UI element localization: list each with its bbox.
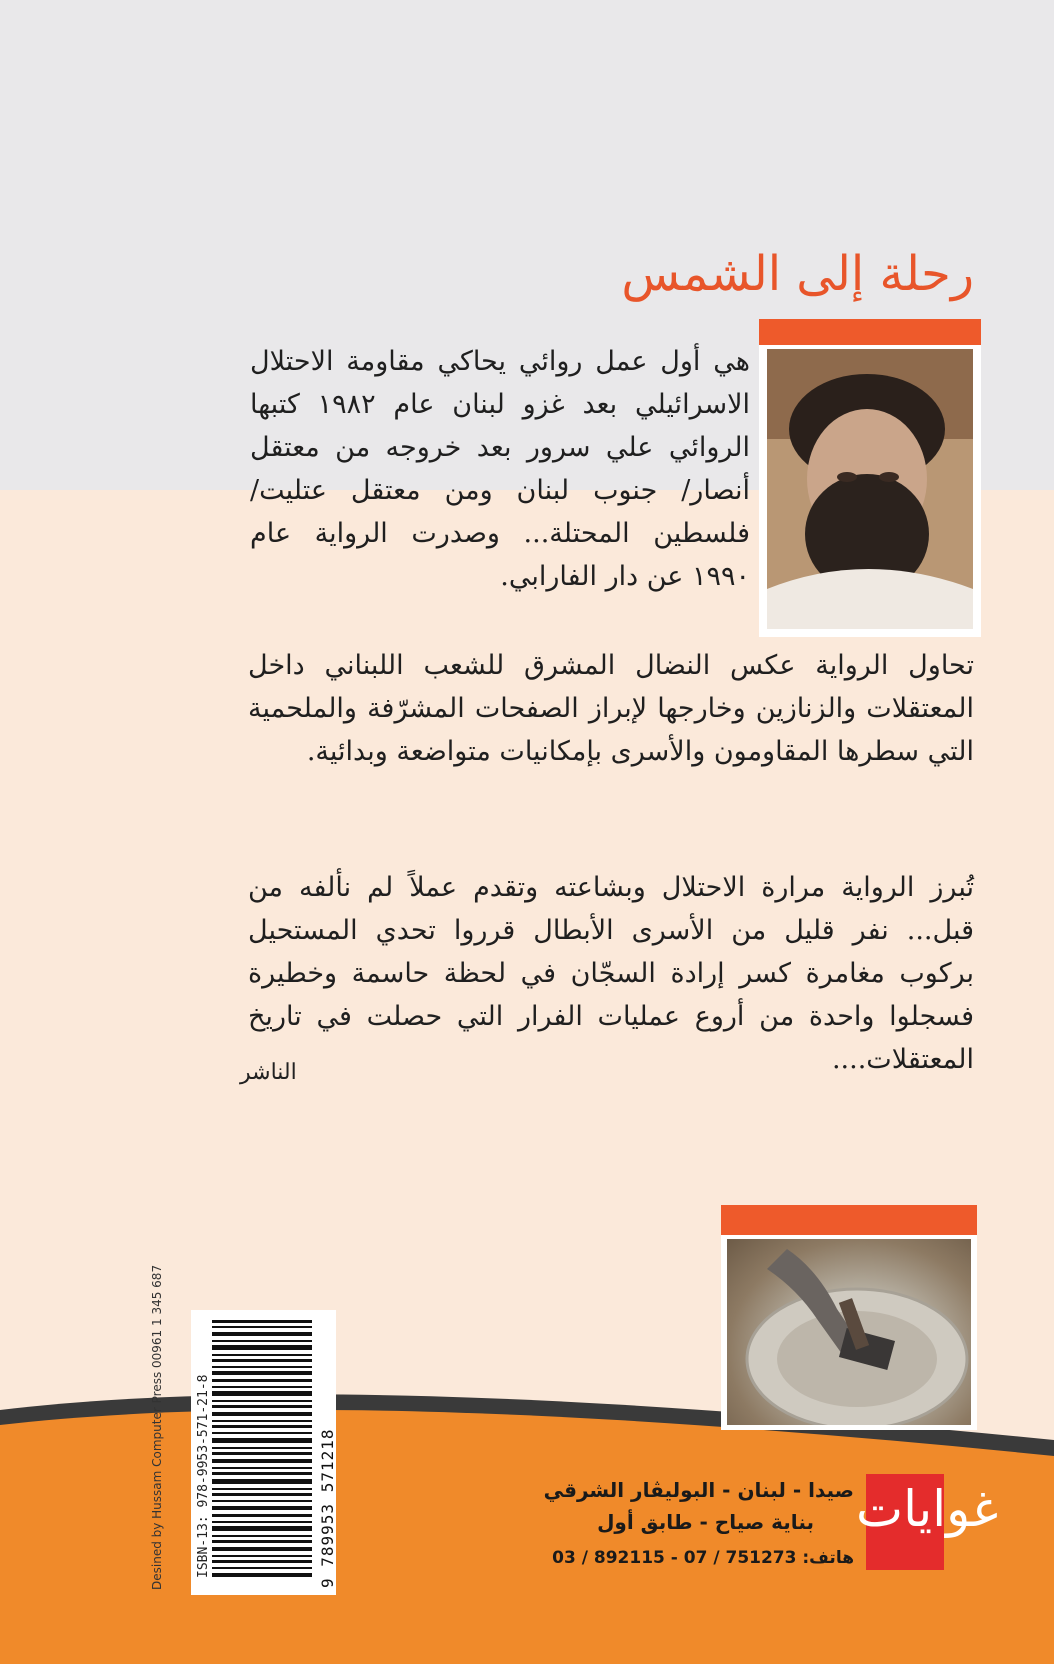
author-photo-frame bbox=[759, 319, 981, 637]
designer-credit: Desined by Hussam Computer Press 00961 1 345 687 bbox=[150, 1264, 164, 1590]
publisher-signature: الناشر bbox=[240, 1060, 297, 1085]
author-photo bbox=[767, 349, 973, 629]
paragraph-intro: هي أول عمل روائي يحاكي مقاومة الاحتلال الاسرائيلي بعد غزو لبنان عام ١٩٨٢ كتبها الروائي علي سرور بعد خروجه من معتقل أنصار/ جنوب لبنان ومن معتقل عتليت/ فلسطين المحتلة... وصدرت الرواية عام ١٩٩٠ عن دار الفارابي. bbox=[250, 346, 750, 592]
paragraph-struggle: تحاول الرواية عكس النضال المشرق للشعب اللبناني داخل المعتقلات والزنازين وخارجها لإبراز الصفحات المشرّفة والملحمية التي سطرها المقاومون والأسرى بإمكانيات متواضعة وبدائية. bbox=[248, 650, 974, 767]
barcode-number: 9 789953 571218 bbox=[318, 1428, 337, 1588]
hammer-image-frame bbox=[721, 1205, 977, 1430]
hammer-plate-image bbox=[727, 1239, 971, 1425]
phone-line: هاتف: 751273 / 07 - 892115 / 03 bbox=[552, 1548, 854, 1568]
address-line-2: بناية صياح - طابق أول bbox=[597, 1510, 814, 1534]
isbn-label: ISBN-13: 978-9953-571-21-8 bbox=[196, 1374, 211, 1578]
book-title: رحلة إلى الشمس bbox=[621, 246, 974, 302]
paragraph-escape: تُبرز الرواية مرارة الاحتلال وبشاعته وتقدم عملاً لم نألفه من قبل... نفر قليل من الأسرى الأبطال قرروا تحدي المستحيل بركوب مغامرة كسر إرادة السجّان في لحظة حاسمة وخطيرة فسجلوا واحدة من أروع عمليات الفرار التي حصلت في تاريخ المعتقلات.... bbox=[248, 872, 974, 1075]
hammer-accent-bar bbox=[721, 1205, 977, 1235]
publisher-logo: غوايات bbox=[856, 1480, 999, 1538]
barcode bbox=[212, 1320, 312, 1580]
photo-accent-bar bbox=[759, 319, 981, 345]
address-line-1: صيدا - لبنان - البوليڤار الشرقي bbox=[543, 1478, 854, 1502]
